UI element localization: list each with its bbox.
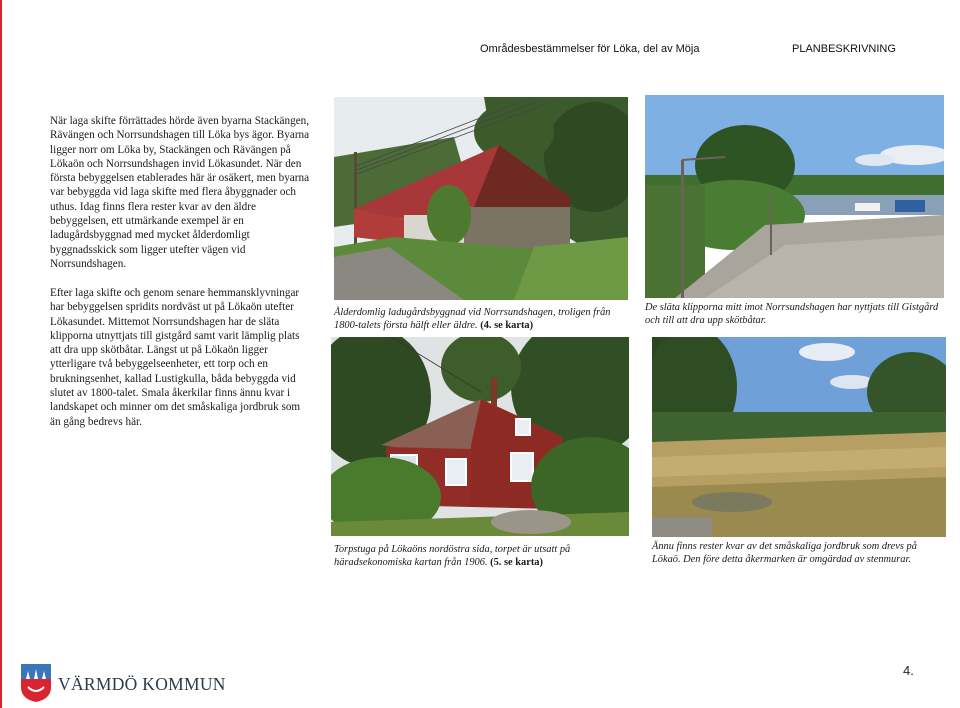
caption-old-barn	[334, 307, 624, 332]
caption-old-barn-map-ref: (4. se karta)	[480, 319, 534, 331]
section-label: PLANBESKRIVNING	[792, 43, 896, 55]
caption-red-cottage-text: Torpstuga på Lökaöns nordöstra sida, torpet är utsatt på häradsekonomiska kartan från 1906.	[334, 544, 571, 568]
caption-smooth-rocks: De släta klipporna mitt imot Norrsundshagen har nyttjats till Gistgård och till att dra upp skötbåtar.	[645, 302, 939, 326]
photo-old-field	[652, 337, 946, 537]
municipality-name: VÄRMDÖ KOMMUN	[58, 674, 226, 694]
photo-old-barn	[334, 97, 628, 300]
caption-old-barn-text: Ålderdomlig ladugårdsbyggnad vid Norrsundshagen, troligen från 1800-talets första hälft eller äldre.	[334, 307, 611, 331]
left-margin-red-line	[0, 0, 2, 708]
photo-red-cottage	[331, 337, 629, 536]
caption-red-cottage	[334, 544, 624, 569]
body-paragraph-2: Efter laga skifte och genom senare hemmansklyvningar har bebyggelsen spridits nordväst ut på Lökaön utefter Lökasundet. Mittemot Norrsundshagen har de släta klipporna utnyttjats till gistgård samt varit lämplig plats att dra upp skötbåtar. Längst ut på Lökaön ligger ytterligare två bebyggelseenheter, ett torp och en brukningsenhet, kallad Lustigkulla, båda bebyggda vid slutet av 1800-talet. Smala åkerkilar finns ännu kvar i landskapet och minner om det småskaliga jordbruk som än gång bedrevs här.	[50, 287, 301, 428]
body-paragraph-1: När laga skifte förrättades hörde även byarna Stackängen, Rävängen och Norrsundshagen till Löka bys ägor. Byarna ligger norr om Löka by, Stackängen och Rävängen på Lökaön och Norrsundshagen invid Lökasundet. När den första bebyggelsen etablerades här är osäkert, men byarna var bebyggda vid laga skifte med flera åbyggnader och uthus. Idag finns flera rester kvar av den äldre bebyggelsen, ett utmärkande exempel är en ladugårdsbyggnad med mycket ålderdomligt byggnadsskick som ligger utefter vägen vid Norrsundshagen.	[50, 115, 310, 270]
varmdo-coat-of-arms-icon	[20, 663, 52, 703]
page-number: 4.	[903, 663, 914, 678]
document-title: Områdesbestämmelser för Löka, del av Möja	[480, 43, 700, 55]
caption-old-field: Ännu finns rester kvar av det småskaliga jordbruk som drevs på Lökaö. Den före detta åkermarken är omgärdad av stenmurar.	[652, 541, 917, 565]
photo-smooth-rocks	[645, 95, 944, 298]
caption-red-cottage-map-ref: (5. se karta)	[490, 556, 543, 568]
